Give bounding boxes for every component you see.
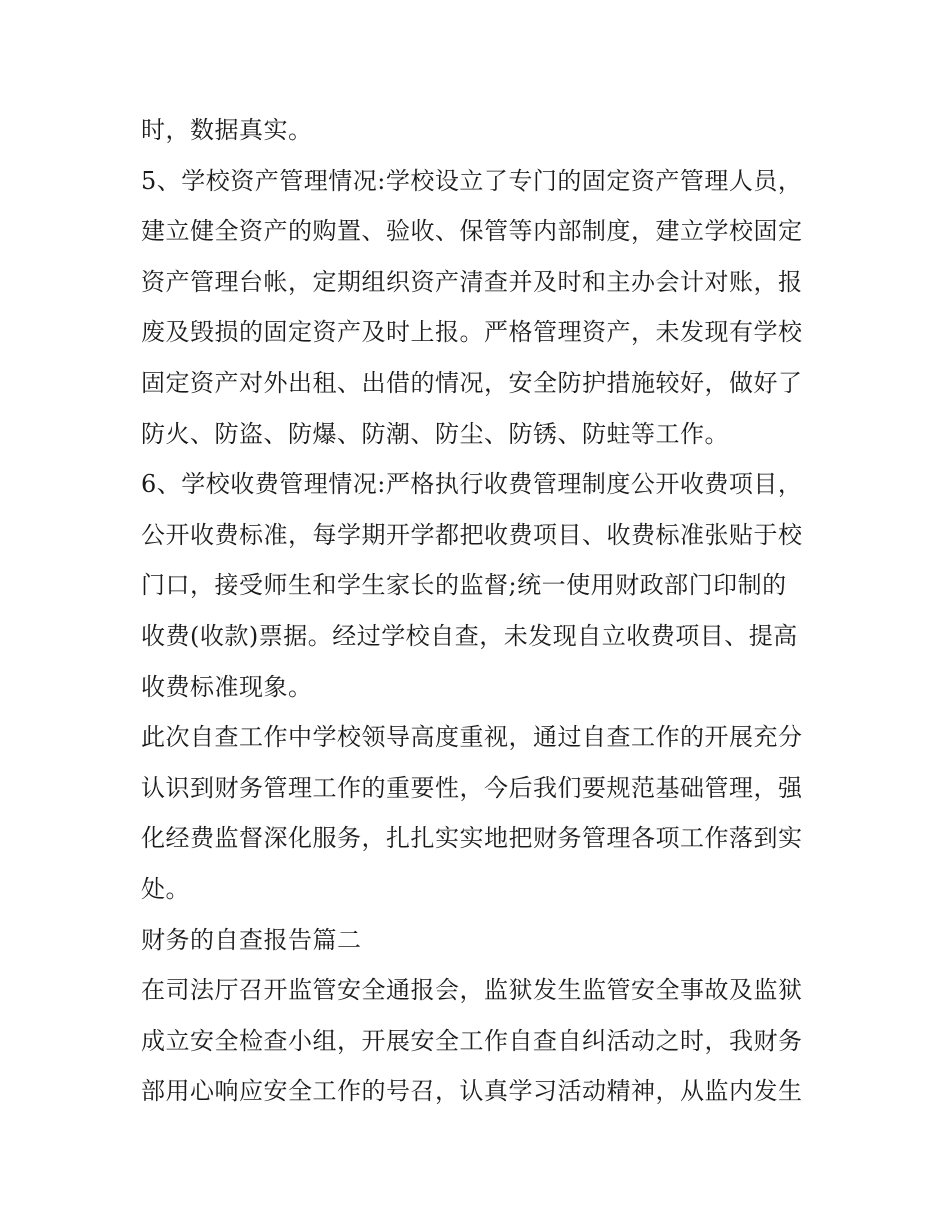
- section-heading: 财务的自查报告篇二: [141, 925, 362, 954]
- text-line: 化经费监督深化服务，扎扎实实地把财务管理各项工作落到实: [141, 824, 803, 853]
- text-line: 成立安全检查小组，开展安全工作自查自纠活动之时，我财务: [141, 1026, 803, 1055]
- text-line: 资产管理台帐，定期组织资产清查并及时和主办会计对账，报: [141, 267, 803, 296]
- text-line: 防火、防盗、防爆、防潮、防尘、防锈、防蛀等工作。: [141, 419, 729, 448]
- text-line: 门口，接受师生和学生家长的监督;统一使用财政部门印制的: [141, 571, 787, 600]
- text-line: 固定资产对外出租、出借的情况，安全防护措施较好，做好了: [141, 368, 803, 397]
- text-line: 公开收费标准，每学期开学都把收费项目、收费标准张贴于校: [141, 520, 803, 549]
- text-line: 建立健全资产的购置、验收、保管等内部制度，建立学校固定: [141, 217, 803, 246]
- text-line: 收费标准现象。: [141, 672, 313, 701]
- text-line: 认识到财务管理工作的重要性，今后我们要规范基础管理，强: [141, 773, 803, 802]
- document-body: [141, 105, 821, 1117]
- text-line: 5、学校资产管理情况:学校设立了专门的固定资产管理人员，: [141, 166, 803, 195]
- text-line: 此次自查工作中学校领导高度重视，通过自查工作的开展充分: [141, 723, 803, 752]
- text-line: 时，数据真实。: [141, 116, 313, 144]
- text-line: 部用心响应安全工作的号召，认真学习活动精神，从监内发生: [141, 1077, 803, 1106]
- text-line: 废及毁损的固定资产及时上报。严格管理资产，未发现有学校: [141, 318, 803, 347]
- text-line: 处。: [141, 874, 190, 903]
- text-line: 在司法厅召开监管安全通报会，监狱发生监管安全事故及监狱: [141, 976, 803, 1005]
- text-line: 6、学校收费管理情况:严格执行收费管理制度公开收费项目，: [141, 470, 803, 499]
- text-line: 收费(收款)票据。经过学校自查，未发现自立收费项目、提高: [141, 621, 798, 650]
